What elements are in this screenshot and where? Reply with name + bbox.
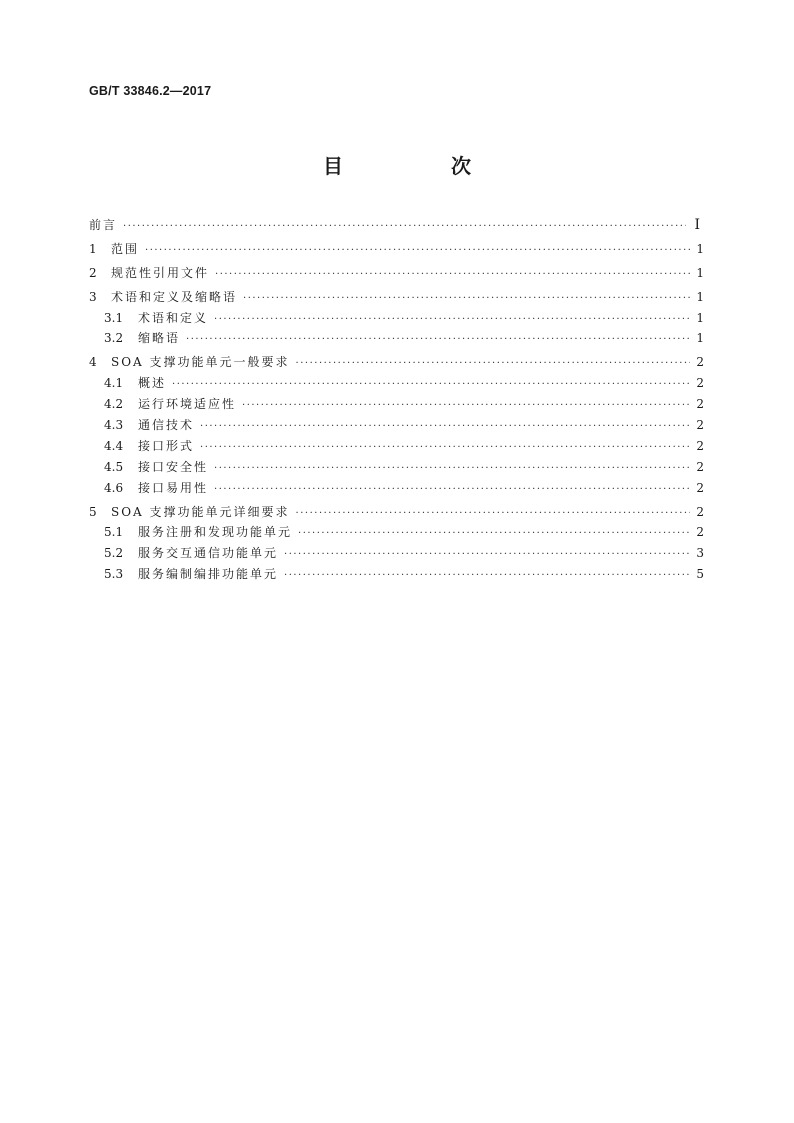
toc-leader-dots	[284, 566, 690, 587]
toc-entry-number: 3	[89, 289, 97, 304]
toc-entry-page: 2	[696, 459, 704, 474]
toc-entry-number: 4.1	[104, 376, 124, 391]
toc-entry-title: 接口形式	[138, 438, 195, 453]
toc-entry-page: 1	[696, 241, 704, 256]
toc-entry-page: 2	[696, 397, 704, 412]
page-title: 目 次	[323, 154, 515, 178]
toc-entry-title: SOA 支撑功能单元详细要求	[111, 504, 290, 519]
toc-entry-page: 2	[696, 504, 704, 519]
table-of-contents	[89, 215, 704, 585]
toc-leader-dots	[214, 459, 690, 480]
toc-leader-dots	[296, 504, 690, 525]
toc-entry[interactable]	[89, 478, 704, 499]
toc-entry[interactable]	[89, 287, 704, 308]
toc-entry-page: 1	[696, 289, 704, 304]
toc-entry-page: I	[694, 217, 700, 233]
toc-entry-page: 1	[696, 331, 704, 346]
toc-leader-dots	[242, 396, 690, 417]
toc-leader-dots	[243, 289, 690, 310]
toc-entry-page: 2	[696, 418, 704, 433]
toc-entry[interactable]	[89, 215, 704, 236]
toc-leader-dots	[215, 265, 690, 286]
toc-entry-title: 运行环境适应性	[138, 397, 237, 412]
toc-leader-dots	[296, 354, 690, 375]
toc-entry[interactable]	[89, 564, 704, 585]
toc-entry[interactable]	[89, 373, 704, 394]
toc-entry-number: 1	[89, 241, 97, 256]
toc-leader-dots	[123, 217, 686, 238]
toc-entry-title: 规范性引用文件	[111, 265, 210, 280]
toc-entry-title: 服务交互通信功能单元	[138, 546, 279, 561]
toc-entry-title: 术语和定义及缩略语	[111, 289, 238, 304]
toc-entry-number: 5	[89, 504, 97, 519]
toc-entry-page: 1	[696, 310, 704, 325]
toc-entry-page: 2	[696, 376, 704, 391]
toc-entry-page: 1	[696, 265, 704, 280]
toc-entry-number: 4.5	[104, 459, 124, 474]
toc-entry-title: 范围	[111, 241, 140, 256]
toc-entry-number: 5.1	[104, 525, 124, 540]
toc-entry[interactable]	[89, 436, 704, 457]
toc-entry[interactable]	[89, 308, 704, 329]
toc-entry-title: 概述	[138, 376, 167, 391]
toc-entry-number: 4.3	[104, 418, 124, 433]
toc-entry-title: 通信技术	[138, 418, 195, 433]
toc-entry-page: 2	[696, 438, 704, 453]
toc-entry-number: 4.2	[104, 397, 124, 412]
toc-entry[interactable]	[89, 543, 704, 564]
toc-entry-page: 2	[696, 525, 704, 540]
toc-entry-title: 缩略语	[138, 331, 181, 346]
toc-entry-page: 5	[696, 567, 704, 582]
toc-entry-number: 3.1	[104, 310, 124, 325]
toc-entry-title: 服务编制编排功能单元	[138, 567, 279, 582]
toc-entry-number: 4.6	[104, 480, 124, 495]
toc-entry-page: 3	[696, 546, 704, 561]
toc-entry[interactable]	[89, 502, 704, 523]
toc-leader-dots	[214, 480, 690, 501]
toc-entry-number: 3.2	[104, 331, 124, 346]
toc-entry[interactable]	[89, 457, 704, 478]
toc-entry-number: 2	[89, 265, 97, 280]
toc-entry-title: 术语和定义	[138, 310, 209, 325]
toc-entry-number: 5.3	[104, 567, 124, 582]
toc-entry-number: 4.4	[104, 438, 124, 453]
toc-entry-title: SOA 支撑功能单元一般要求	[111, 355, 290, 370]
toc-entry[interactable]	[89, 415, 704, 436]
toc-entry-title: 接口易用性	[138, 480, 209, 495]
toc-leader-dots	[145, 241, 690, 262]
toc-leader-dots	[284, 545, 690, 566]
toc-entry[interactable]	[89, 328, 704, 349]
toc-entry-page: 2	[696, 480, 704, 495]
toc-entry[interactable]	[89, 263, 704, 284]
toc-entry[interactable]	[89, 239, 704, 260]
toc-entry-title: 接口安全性	[138, 459, 209, 474]
toc-entry-page: 2	[696, 355, 704, 370]
toc-entry-number: 4	[89, 355, 97, 370]
toc-leader-dots	[200, 417, 690, 438]
toc-entry[interactable]	[89, 352, 704, 373]
toc-leader-dots	[298, 524, 690, 545]
toc-entry-title: 前言	[89, 218, 118, 232]
toc-entry[interactable]	[89, 522, 704, 543]
toc-leader-dots	[200, 438, 690, 459]
toc-leader-dots	[186, 330, 690, 351]
toc-entry-number: 5.2	[104, 546, 124, 561]
standard-code: GB/T 33846.2—2017	[89, 84, 212, 98]
toc-entry-title: 服务注册和发现功能单元	[138, 525, 293, 540]
toc-leader-dots	[214, 310, 690, 331]
toc-leader-dots	[172, 375, 690, 396]
toc-entry[interactable]	[89, 394, 704, 415]
